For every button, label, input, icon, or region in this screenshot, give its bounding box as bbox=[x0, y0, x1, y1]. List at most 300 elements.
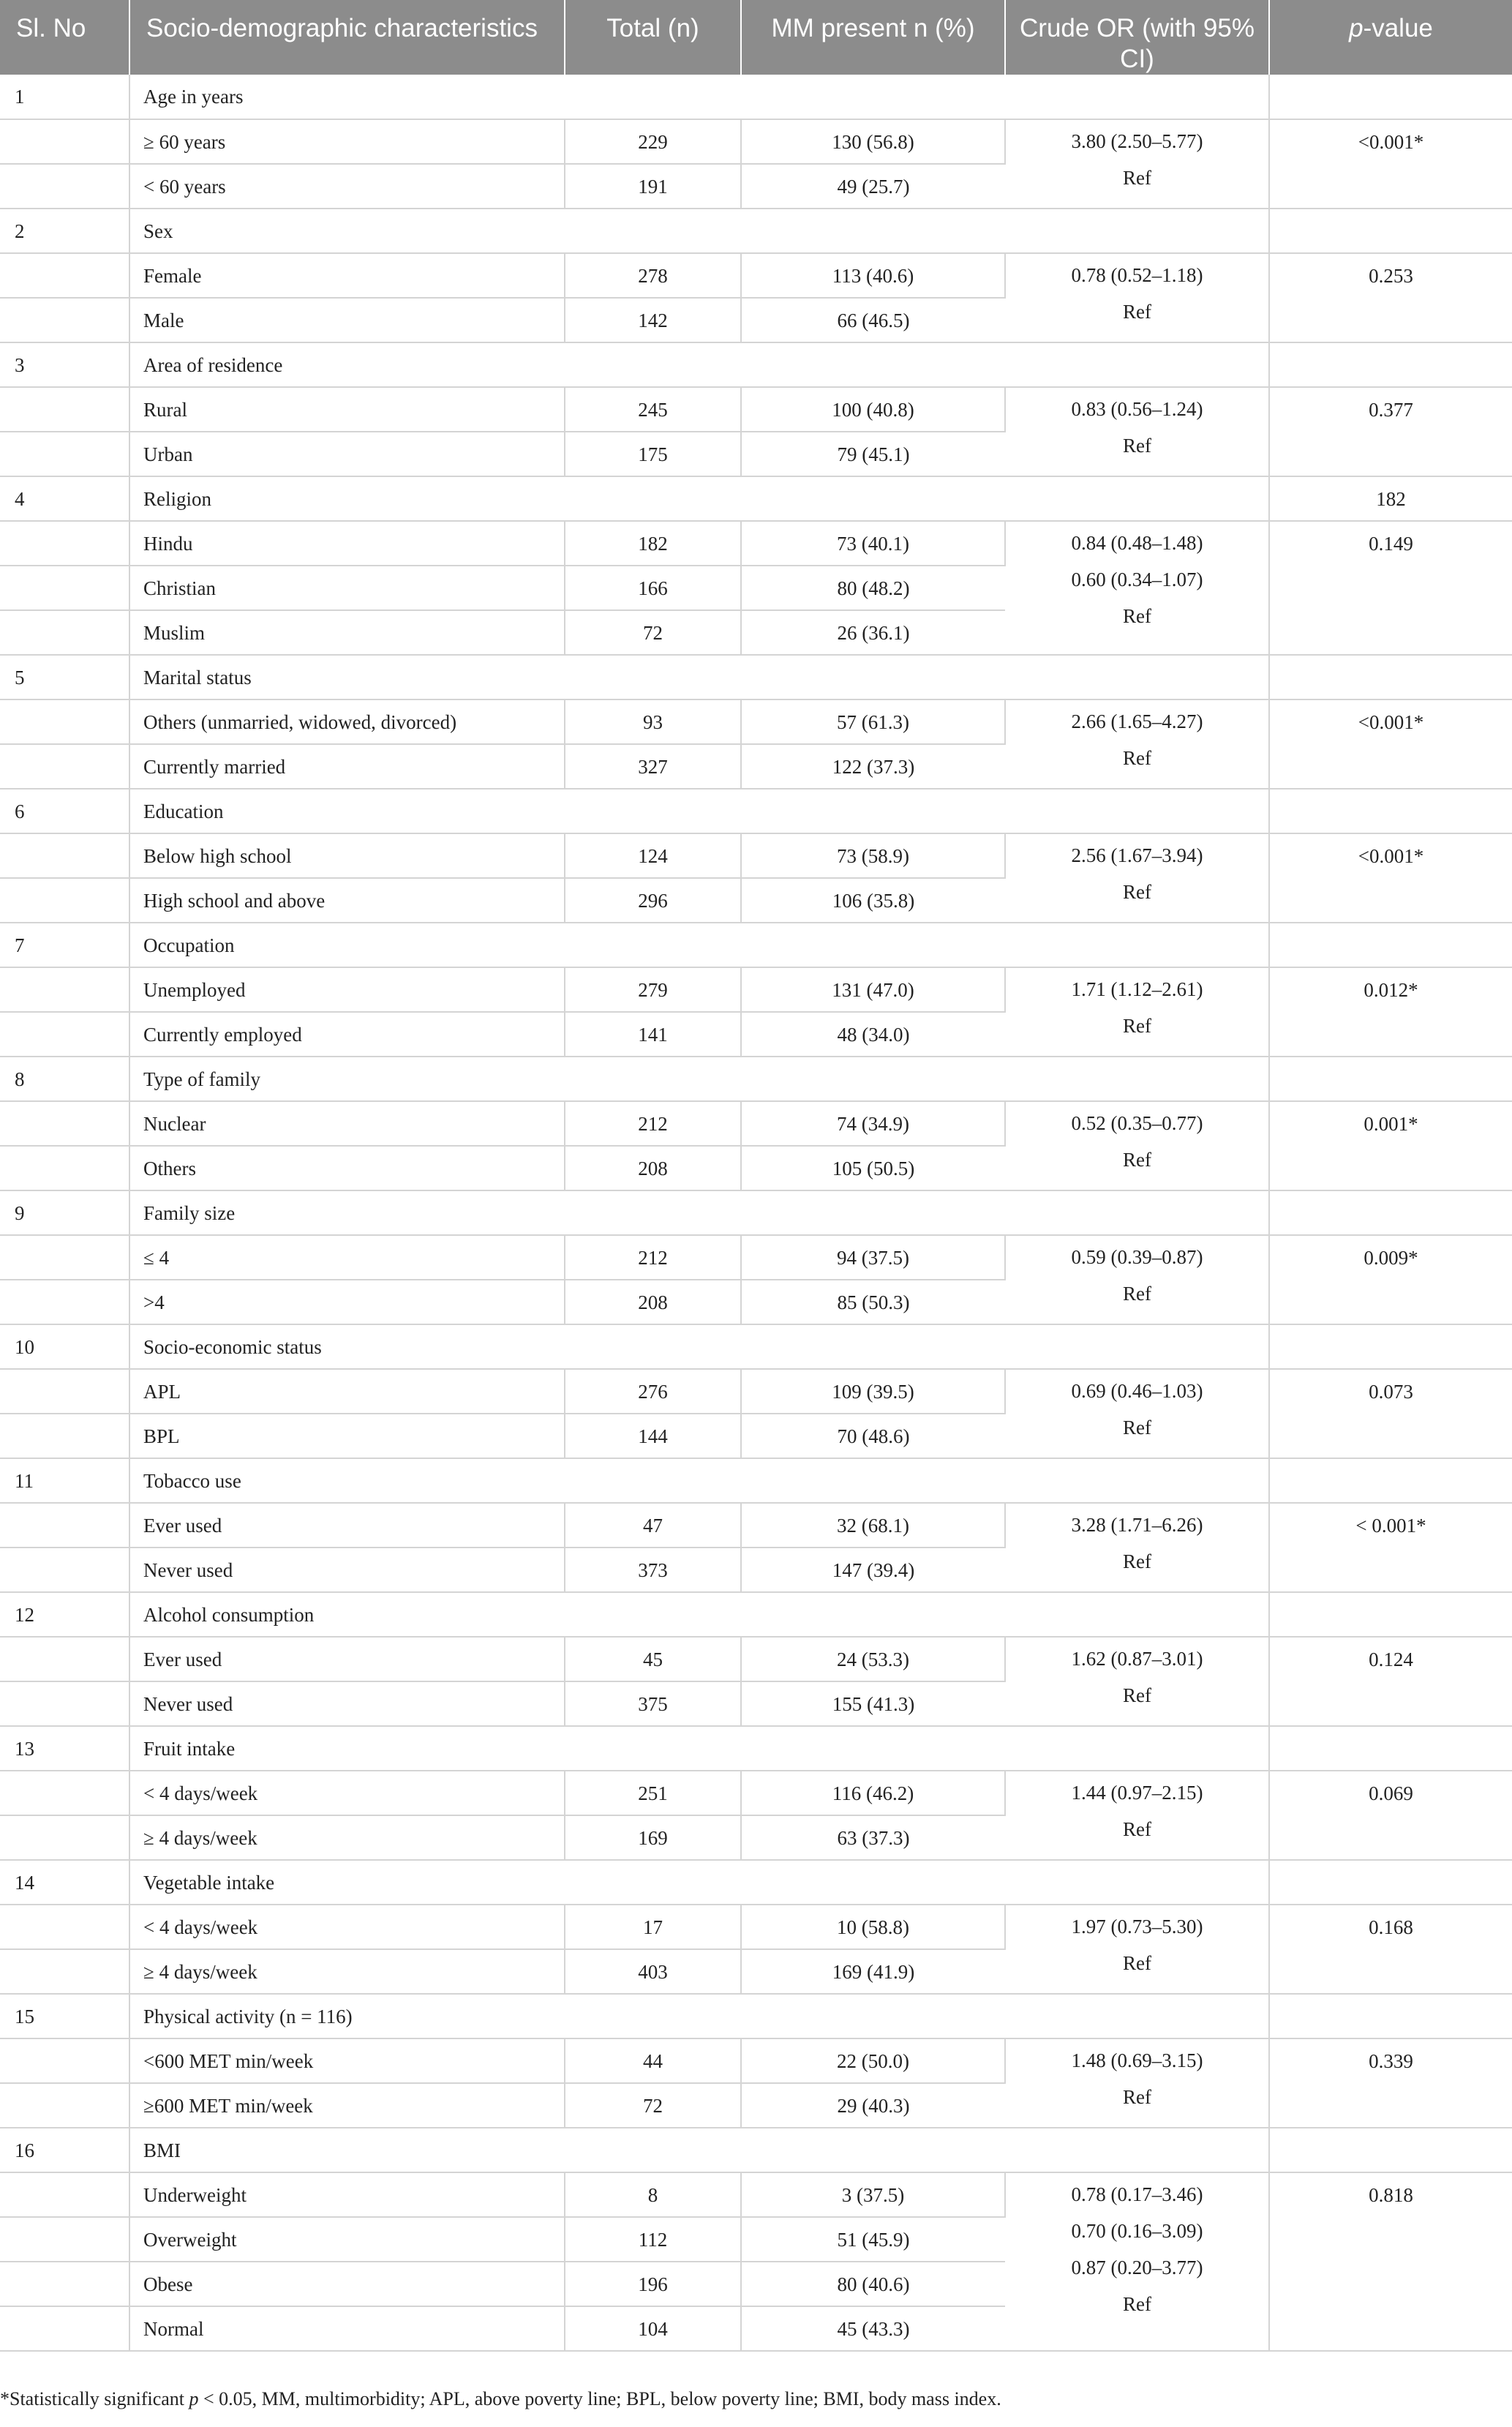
mm-present-cell: 100 (40.8) bbox=[741, 387, 1005, 432]
group-header-row bbox=[0, 1592, 1512, 1637]
group-extra-cell: 182 bbox=[1269, 476, 1512, 521]
total-cell: 208 bbox=[565, 1280, 741, 1324]
mm-present-cell: 169 (41.9) bbox=[741, 1949, 1005, 1994]
sl-no-cell: 15 bbox=[0, 1994, 129, 2038]
crude-or-value: 1.71 (1.12–2.61) bbox=[1071, 978, 1203, 1000]
crude-or-cell bbox=[1005, 1771, 1269, 1860]
mm-present-cell: 94 (37.5) bbox=[741, 1235, 1005, 1280]
crude-or-value: Ref bbox=[1123, 1149, 1151, 1171]
total-cell: 278 bbox=[565, 253, 741, 298]
total-cell: 17 bbox=[565, 1905, 741, 1949]
mm-present-cell: 80 (48.2) bbox=[741, 566, 1005, 610]
group-extra-cell bbox=[1269, 1994, 1512, 2038]
empty-sl-cell bbox=[0, 1949, 129, 1994]
empty-sl-cell bbox=[0, 1280, 129, 1324]
crude-or-value: 3.80 (2.50–5.77) bbox=[1071, 130, 1203, 152]
table-row bbox=[0, 387, 1512, 432]
p-value-cell: 0.009* bbox=[1269, 1235, 1512, 1324]
category-cell: Others bbox=[129, 1146, 565, 1190]
crude-or-value: Ref bbox=[1123, 1684, 1151, 1706]
crude-or-cell bbox=[1005, 699, 1269, 789]
group-label-cell: Vegetable intake bbox=[129, 1860, 1269, 1905]
group-label-cell: Tobacco use bbox=[129, 1458, 1269, 1503]
total-cell: 45 bbox=[565, 1637, 741, 1681]
total-cell: 72 bbox=[565, 610, 741, 655]
p-value-cell: < 0.001* bbox=[1269, 1503, 1512, 1592]
mm-present-cell: 106 (35.8) bbox=[741, 878, 1005, 923]
total-cell: 8 bbox=[565, 2172, 741, 2217]
table-footnote bbox=[0, 2388, 1512, 2410]
empty-sl-cell bbox=[0, 833, 129, 878]
mm-present-cell: 85 (50.3) bbox=[741, 1280, 1005, 1324]
table-row bbox=[0, 1771, 1512, 1815]
empty-sl-cell bbox=[0, 2083, 129, 2128]
group-label-cell: Education bbox=[129, 789, 1269, 833]
crude-or-value: Ref bbox=[1123, 1417, 1151, 1438]
category-cell: Christian bbox=[129, 566, 565, 610]
header-total: Total (n) bbox=[565, 0, 741, 75]
empty-sl-cell bbox=[0, 1012, 129, 1057]
crude-or-cell bbox=[1005, 1503, 1269, 1592]
sl-no-cell: 1 bbox=[0, 75, 129, 119]
mm-present-cell: 131 (47.0) bbox=[741, 967, 1005, 1012]
category-cell: < 60 years bbox=[129, 164, 565, 209]
group-label-cell: Sex bbox=[129, 209, 1269, 253]
footnote-p-italic: p bbox=[189, 2388, 199, 2409]
group-header-row bbox=[0, 923, 1512, 967]
group-label-cell: BMI bbox=[129, 2128, 1269, 2172]
category-cell: Male bbox=[129, 298, 565, 342]
total-cell: 373 bbox=[565, 1548, 741, 1592]
total-cell: 44 bbox=[565, 2038, 741, 2083]
group-extra-cell bbox=[1269, 342, 1512, 387]
total-cell: 144 bbox=[565, 1414, 741, 1458]
group-label-cell: Religion bbox=[129, 476, 1269, 521]
category-cell: Hindu bbox=[129, 521, 565, 566]
sl-no-cell: 9 bbox=[0, 1190, 129, 1235]
mm-present-cell: 66 (46.5) bbox=[741, 298, 1005, 342]
crude-or-value: 0.60 (0.34–1.07) bbox=[1071, 569, 1203, 590]
crude-or-value: Ref bbox=[1123, 1550, 1151, 1572]
group-extra-cell bbox=[1269, 1458, 1512, 1503]
category-cell: Ever used bbox=[129, 1637, 565, 1681]
category-cell: Currently employed bbox=[129, 1012, 565, 1057]
sl-no-cell: 5 bbox=[0, 655, 129, 699]
group-header-row bbox=[0, 1860, 1512, 1905]
total-cell: 47 bbox=[565, 1503, 741, 1548]
crude-or-value: Ref bbox=[1123, 301, 1151, 323]
category-cell: Muslim bbox=[129, 610, 565, 655]
total-cell: 251 bbox=[565, 1771, 741, 1815]
table-row bbox=[0, 1235, 1512, 1280]
crude-or-cell bbox=[1005, 1235, 1269, 1324]
category-cell: Never used bbox=[129, 1681, 565, 1726]
mm-present-cell: 70 (48.6) bbox=[741, 1414, 1005, 1458]
sl-no-cell: 10 bbox=[0, 1324, 129, 1369]
group-extra-cell bbox=[1269, 2128, 1512, 2172]
total-cell: 112 bbox=[565, 2217, 741, 2262]
total-cell: 276 bbox=[565, 1369, 741, 1414]
empty-sl-cell bbox=[0, 253, 129, 298]
crude-or-cell bbox=[1005, 967, 1269, 1057]
group-header-row bbox=[0, 1324, 1512, 1369]
crude-or-value: Ref bbox=[1123, 1818, 1151, 1840]
empty-sl-cell bbox=[0, 2172, 129, 2217]
category-cell: ≥ 60 years bbox=[129, 119, 565, 164]
empty-sl-cell bbox=[0, 119, 129, 164]
mm-present-cell: 45 (43.3) bbox=[741, 2306, 1005, 2351]
group-extra-cell bbox=[1269, 1057, 1512, 1101]
category-cell: Nuclear bbox=[129, 1101, 565, 1146]
mm-present-cell: 49 (25.7) bbox=[741, 164, 1005, 209]
empty-sl-cell bbox=[0, 610, 129, 655]
table-body bbox=[0, 75, 1512, 2351]
crude-or-value: 1.62 (0.87–3.01) bbox=[1071, 1648, 1203, 1670]
p-value-cell: 0.168 bbox=[1269, 1905, 1512, 1994]
p-value-cell: 0.012* bbox=[1269, 967, 1512, 1057]
category-cell: < 4 days/week bbox=[129, 1905, 565, 1949]
table-row bbox=[0, 521, 1512, 566]
total-cell: 169 bbox=[565, 1815, 741, 1860]
category-cell: Urban bbox=[129, 432, 565, 476]
category-cell: BPL bbox=[129, 1414, 565, 1458]
group-label-cell: Socio-economic status bbox=[129, 1324, 1269, 1369]
group-extra-cell bbox=[1269, 655, 1512, 699]
table-row bbox=[0, 2172, 1512, 2217]
empty-sl-cell bbox=[0, 699, 129, 744]
mm-present-cell: 80 (40.6) bbox=[741, 2262, 1005, 2306]
mm-present-cell: 122 (37.3) bbox=[741, 744, 1005, 789]
crude-or-value: 1.97 (0.73–5.30) bbox=[1071, 1916, 1203, 1938]
p-value-cell: 0.818 bbox=[1269, 2172, 1512, 2351]
mm-present-cell: 63 (37.3) bbox=[741, 1815, 1005, 1860]
table-header bbox=[0, 0, 1512, 75]
mm-present-cell: 74 (34.9) bbox=[741, 1101, 1005, 1146]
group-extra-cell bbox=[1269, 209, 1512, 253]
mm-present-cell: 3 (37.5) bbox=[741, 2172, 1005, 2217]
total-cell: 104 bbox=[565, 2306, 741, 2351]
crude-or-value: 1.44 (0.97–2.15) bbox=[1071, 1782, 1203, 1804]
crude-or-cell bbox=[1005, 1369, 1269, 1458]
table-row bbox=[0, 1369, 1512, 1414]
crude-or-value: Ref bbox=[1123, 2293, 1151, 2315]
total-cell: 212 bbox=[565, 1235, 741, 1280]
sl-no-cell: 13 bbox=[0, 1726, 129, 1771]
crude-or-value: 1.48 (0.69–3.15) bbox=[1071, 2049, 1203, 2071]
table-row bbox=[0, 699, 1512, 744]
mm-present-cell: 51 (45.9) bbox=[741, 2217, 1005, 2262]
crude-or-value: 0.83 (0.56–1.24) bbox=[1071, 398, 1203, 420]
sl-no-cell: 3 bbox=[0, 342, 129, 387]
crude-or-value: Ref bbox=[1123, 1283, 1151, 1305]
p-value-cell: <0.001* bbox=[1269, 833, 1512, 923]
table-row bbox=[0, 1637, 1512, 1681]
category-cell: Normal bbox=[129, 2306, 565, 2351]
mm-present-cell: 10 (58.8) bbox=[741, 1905, 1005, 1949]
crude-or-value: Ref bbox=[1123, 167, 1151, 189]
crude-or-cell bbox=[1005, 1905, 1269, 1994]
table-row bbox=[0, 1905, 1512, 1949]
group-extra-cell bbox=[1269, 789, 1512, 833]
table-row bbox=[0, 1503, 1512, 1548]
group-label-cell: Age in years bbox=[129, 75, 1269, 119]
header-p-value bbox=[1269, 0, 1512, 75]
category-cell: Overweight bbox=[129, 2217, 565, 2262]
crude-or-value: 0.69 (0.46–1.03) bbox=[1071, 1380, 1203, 1402]
empty-sl-cell bbox=[0, 2262, 129, 2306]
crude-or-cell bbox=[1005, 253, 1269, 342]
category-cell: Unemployed bbox=[129, 967, 565, 1012]
crude-or-cell bbox=[1005, 387, 1269, 476]
category-cell: >4 bbox=[129, 1280, 565, 1324]
crude-or-cell bbox=[1005, 1637, 1269, 1726]
p-value-cell: <0.001* bbox=[1269, 119, 1512, 209]
crude-or-cell bbox=[1005, 1101, 1269, 1190]
total-cell: 141 bbox=[565, 1012, 741, 1057]
empty-sl-cell bbox=[0, 1235, 129, 1280]
crude-or-value: Ref bbox=[1123, 435, 1151, 457]
sl-no-cell: 4 bbox=[0, 476, 129, 521]
mm-present-cell: 24 (53.3) bbox=[741, 1637, 1005, 1681]
p-value-cell: <0.001* bbox=[1269, 699, 1512, 789]
group-label-cell: Type of family bbox=[129, 1057, 1269, 1101]
mm-present-cell: 73 (58.9) bbox=[741, 833, 1005, 878]
sl-no-cell: 8 bbox=[0, 1057, 129, 1101]
sl-no-cell: 2 bbox=[0, 209, 129, 253]
empty-sl-cell bbox=[0, 1681, 129, 1726]
mm-present-cell: 22 (50.0) bbox=[741, 2038, 1005, 2083]
mm-present-cell: 26 (36.1) bbox=[741, 610, 1005, 655]
group-extra-cell bbox=[1269, 1726, 1512, 1771]
empty-sl-cell bbox=[0, 1146, 129, 1190]
empty-sl-cell bbox=[0, 967, 129, 1012]
sl-no-cell: 7 bbox=[0, 923, 129, 967]
category-cell: <600 MET min/week bbox=[129, 2038, 565, 2083]
empty-sl-cell bbox=[0, 1414, 129, 1458]
total-cell: 175 bbox=[565, 432, 741, 476]
group-label-cell: Physical activity (n = 116) bbox=[129, 1994, 1269, 2038]
total-cell: 212 bbox=[565, 1101, 741, 1146]
group-label-cell: Fruit intake bbox=[129, 1726, 1269, 1771]
p-value-cell: 0.253 bbox=[1269, 253, 1512, 342]
footnote-part2: < 0.05, MM, multimorbidity; APL, above poverty line; BPL, below poverty line; BMI, body mass index. bbox=[198, 2388, 1001, 2409]
crude-or-value: Ref bbox=[1123, 1952, 1151, 1974]
category-cell: Rural bbox=[129, 387, 565, 432]
category-cell: Currently married bbox=[129, 744, 565, 789]
total-cell: 191 bbox=[565, 164, 741, 209]
total-cell: 208 bbox=[565, 1146, 741, 1190]
empty-sl-cell bbox=[0, 566, 129, 610]
table-row bbox=[0, 119, 1512, 164]
group-label-cell: Occupation bbox=[129, 923, 1269, 967]
total-cell: 327 bbox=[565, 744, 741, 789]
total-cell: 403 bbox=[565, 1949, 741, 1994]
group-header-row bbox=[0, 209, 1512, 253]
total-cell: 166 bbox=[565, 566, 741, 610]
p-value-cell: 0.377 bbox=[1269, 387, 1512, 476]
crude-or-cell bbox=[1005, 521, 1269, 655]
group-header-row bbox=[0, 1458, 1512, 1503]
crude-or-value: Ref bbox=[1123, 1015, 1151, 1037]
category-cell: Others (unmarried, widowed, divorced) bbox=[129, 699, 565, 744]
p-value-cell: 0.124 bbox=[1269, 1637, 1512, 1726]
crude-or-value: 0.70 (0.16–3.09) bbox=[1071, 2220, 1203, 2242]
crude-or-cell bbox=[1005, 119, 1269, 209]
crude-or-value: 0.87 (0.20–3.77) bbox=[1071, 2257, 1203, 2278]
total-cell: 182 bbox=[565, 521, 741, 566]
header-mm-present: MM present n (%) bbox=[741, 0, 1005, 75]
group-label-cell: Marital status bbox=[129, 655, 1269, 699]
table-row bbox=[0, 253, 1512, 298]
crude-or-cell bbox=[1005, 2038, 1269, 2128]
crude-or-value: Ref bbox=[1123, 605, 1151, 627]
crude-or-cell bbox=[1005, 833, 1269, 923]
group-extra-cell bbox=[1269, 1190, 1512, 1235]
total-cell: 142 bbox=[565, 298, 741, 342]
empty-sl-cell bbox=[0, 387, 129, 432]
empty-sl-cell bbox=[0, 2038, 129, 2083]
mm-present-cell: 130 (56.8) bbox=[741, 119, 1005, 164]
total-cell: 296 bbox=[565, 878, 741, 923]
footnote-part1: *Statistically significant bbox=[0, 2388, 189, 2409]
total-cell: 93 bbox=[565, 699, 741, 744]
empty-sl-cell bbox=[0, 1905, 129, 1949]
mm-present-cell: 57 (61.3) bbox=[741, 699, 1005, 744]
empty-sl-cell bbox=[0, 432, 129, 476]
total-cell: 245 bbox=[565, 387, 741, 432]
empty-sl-cell bbox=[0, 1369, 129, 1414]
empty-sl-cell bbox=[0, 1815, 129, 1860]
empty-sl-cell bbox=[0, 1503, 129, 1548]
crude-or-value: 0.52 (0.35–0.77) bbox=[1071, 1112, 1203, 1134]
total-cell: 375 bbox=[565, 1681, 741, 1726]
group-header-row bbox=[0, 75, 1512, 119]
group-header-row bbox=[0, 476, 1512, 521]
p-value-cell: 0.069 bbox=[1269, 1771, 1512, 1860]
crude-or-value: 0.59 (0.39–0.87) bbox=[1071, 1246, 1203, 1268]
mm-present-cell: 109 (39.5) bbox=[741, 1369, 1005, 1414]
group-label-cell: Area of residence bbox=[129, 342, 1269, 387]
empty-sl-cell bbox=[0, 1771, 129, 1815]
crude-or-value: 3.28 (1.71–6.26) bbox=[1071, 1514, 1203, 1536]
category-cell: High school and above bbox=[129, 878, 565, 923]
empty-sl-cell bbox=[0, 1548, 129, 1592]
group-header-row bbox=[0, 1057, 1512, 1101]
crude-or-value: 0.84 (0.48–1.48) bbox=[1071, 532, 1203, 554]
total-cell: 279 bbox=[565, 967, 741, 1012]
table-row bbox=[0, 967, 1512, 1012]
group-label-cell: Alcohol consumption bbox=[129, 1592, 1269, 1637]
empty-sl-cell bbox=[0, 164, 129, 209]
total-cell: 229 bbox=[565, 119, 741, 164]
header-characteristics: Socio-demographic characteristics bbox=[129, 0, 565, 75]
crude-or-value: 2.66 (1.65–4.27) bbox=[1071, 710, 1203, 732]
category-cell: Never used bbox=[129, 1548, 565, 1592]
category-cell: < 4 days/week bbox=[129, 1771, 565, 1815]
mm-present-cell: 113 (40.6) bbox=[741, 253, 1005, 298]
group-header-row bbox=[0, 1726, 1512, 1771]
group-extra-cell bbox=[1269, 75, 1512, 119]
sl-no-cell: 16 bbox=[0, 2128, 129, 2172]
p-value-cell: 0.073 bbox=[1269, 1369, 1512, 1458]
p-value-cell: 0.001* bbox=[1269, 1101, 1512, 1190]
category-cell: Female bbox=[129, 253, 565, 298]
group-header-row bbox=[0, 2128, 1512, 2172]
empty-sl-cell bbox=[0, 2306, 129, 2351]
crude-or-value: 2.56 (1.67–3.94) bbox=[1071, 844, 1203, 866]
table-row bbox=[0, 2038, 1512, 2083]
group-label-cell: Family size bbox=[129, 1190, 1269, 1235]
crude-or-value: 0.78 (0.17–3.46) bbox=[1071, 2183, 1203, 2205]
empty-sl-cell bbox=[0, 2217, 129, 2262]
table-row bbox=[0, 1101, 1512, 1146]
group-extra-cell bbox=[1269, 1860, 1512, 1905]
group-extra-cell bbox=[1269, 1324, 1512, 1369]
category-cell: ≥ 4 days/week bbox=[129, 1815, 565, 1860]
mm-present-cell: 79 (45.1) bbox=[741, 432, 1005, 476]
empty-sl-cell bbox=[0, 878, 129, 923]
mm-present-cell: 32 (68.1) bbox=[741, 1503, 1005, 1548]
empty-sl-cell bbox=[0, 1637, 129, 1681]
header-crude-or: Crude OR (with 95% CI) bbox=[1005, 0, 1269, 75]
group-header-row bbox=[0, 342, 1512, 387]
mm-present-cell: 147 (39.4) bbox=[741, 1548, 1005, 1592]
total-cell: 124 bbox=[565, 833, 741, 878]
sl-no-cell: 14 bbox=[0, 1860, 129, 1905]
category-cell: ≥ 4 days/week bbox=[129, 1949, 565, 1994]
group-extra-cell bbox=[1269, 923, 1512, 967]
sl-no-cell: 6 bbox=[0, 789, 129, 833]
empty-sl-cell bbox=[0, 1101, 129, 1146]
header-sl-no: Sl. No bbox=[0, 0, 129, 75]
total-cell: 72 bbox=[565, 2083, 741, 2128]
crude-or-value: 0.78 (0.52–1.18) bbox=[1071, 264, 1203, 286]
group-extra-cell bbox=[1269, 1592, 1512, 1637]
category-cell: ≤ 4 bbox=[129, 1235, 565, 1280]
mm-present-cell: 73 (40.1) bbox=[741, 521, 1005, 566]
category-cell: ≥600 MET min/week bbox=[129, 2083, 565, 2128]
crude-or-cell bbox=[1005, 2172, 1269, 2351]
total-cell: 196 bbox=[565, 2262, 741, 2306]
header-p-rest: -value bbox=[1363, 14, 1433, 42]
crude-or-value: Ref bbox=[1123, 881, 1151, 903]
category-cell: Ever used bbox=[129, 1503, 565, 1548]
group-header-row bbox=[0, 1994, 1512, 2038]
p-value-cell: 0.339 bbox=[1269, 2038, 1512, 2128]
sl-no-cell: 12 bbox=[0, 1592, 129, 1637]
header-p-italic: p bbox=[1349, 14, 1364, 42]
empty-sl-cell bbox=[0, 744, 129, 789]
mm-present-cell: 29 (40.3) bbox=[741, 2083, 1005, 2128]
group-header-row bbox=[0, 789, 1512, 833]
mm-present-cell: 155 (41.3) bbox=[741, 1681, 1005, 1726]
crude-or-value: Ref bbox=[1123, 2086, 1151, 2108]
category-cell: Obese bbox=[129, 2262, 565, 2306]
category-cell: APL bbox=[129, 1369, 565, 1414]
mm-present-cell: 105 (50.5) bbox=[741, 1146, 1005, 1190]
p-value-cell: 0.149 bbox=[1269, 521, 1512, 655]
table-row bbox=[0, 833, 1512, 878]
category-cell: Below high school bbox=[129, 833, 565, 878]
sl-no-cell: 11 bbox=[0, 1458, 129, 1503]
mm-present-cell: 48 (34.0) bbox=[741, 1012, 1005, 1057]
empty-sl-cell bbox=[0, 298, 129, 342]
empty-sl-cell bbox=[0, 521, 129, 566]
category-cell: Underweight bbox=[129, 2172, 565, 2217]
mm-present-cell: 116 (46.2) bbox=[741, 1771, 1005, 1815]
group-header-row bbox=[0, 1190, 1512, 1235]
group-header-row bbox=[0, 655, 1512, 699]
